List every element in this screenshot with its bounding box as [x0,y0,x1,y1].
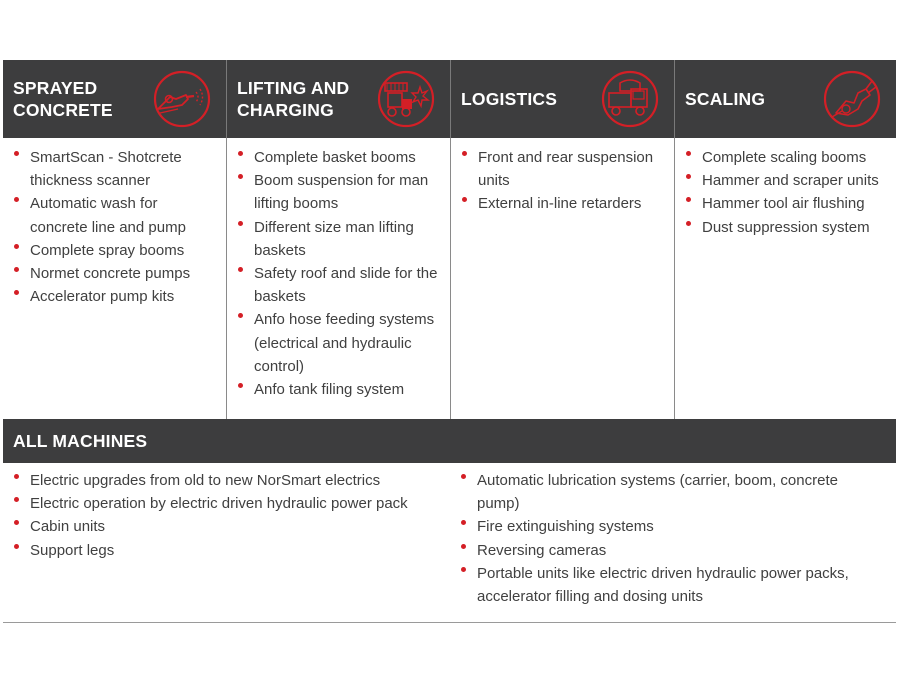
list-sprayed-concrete [3,138,226,419]
all-machines-right-list [450,469,896,623]
list-item: Dust suppression system [685,216,888,239]
charging-rig-icon [376,69,436,129]
list-item: Front and rear suspension units [461,146,666,192]
list-logistics [450,138,674,419]
bottom-divider [3,622,896,623]
list-item: Reversing cameras [460,539,876,562]
category-body-row [3,138,896,419]
list-item: Portable units like electric driven hydraulic power packs, accelerator filling and dosing units [460,562,876,608]
list-item: Automatic wash for concrete line and pump [13,192,218,238]
list-item: Cabin units [13,515,450,538]
logistics-vehicle-icon [600,69,660,129]
spray-nozzle-icon [152,69,212,129]
column-title: LOGISTICS [461,89,558,109]
list-item: Different size man lifting baskets [237,216,442,262]
list-item: Accelerator pump kits [13,285,218,308]
list-item: Complete basket booms [237,146,442,169]
list-item: Complete scaling booms [685,146,888,169]
list-scaling [674,138,896,419]
all-machines-header [3,419,896,463]
header-scaling [674,60,896,138]
list-item: Safety roof and slide for the baskets [237,262,442,308]
column-title: SPRAYED CONCRETE [13,78,113,120]
list-item: Anfo hose feeding systems (electrical and hydraulic control) [237,308,442,378]
list-item: Boom suspension for man lifting booms [237,169,442,215]
all-machines-body [3,463,896,623]
list-item: External in-line retarders [461,192,666,215]
all-machines-title: ALL MACHINES [13,430,148,451]
product-table [3,60,896,623]
header-lifting-charging [226,60,450,138]
list-item: Hammer tool air flushing [685,192,888,215]
column-title: LIFTING AND CHARGING [237,78,350,120]
header-logistics [450,60,674,138]
list-item: Complete spray booms [13,239,218,262]
column-title: SCALING [685,89,766,109]
list-item: SmartScan - Shotcrete thickness scanner [13,146,218,192]
header-sprayed-concrete [3,60,226,138]
list-item: Support legs [13,539,450,562]
list-item: Automatic lubrication systems (carrier, boom, concrete pump) [460,469,876,515]
scaling-hammer-icon [822,69,882,129]
category-header-row [3,60,896,138]
list-item: Hammer and scraper units [685,169,888,192]
list-item: Electric upgrades from old to new NorSmart electrics [13,469,450,492]
list-item: Electric operation by electric driven hydraulic power pack [13,492,450,515]
list-item: Anfo tank filing system [237,378,442,401]
list-lifting-charging [226,138,450,419]
all-machines-left-list [3,469,450,623]
list-item: Normet concrete pumps [13,262,218,285]
list-item: Fire extinguishing systems [460,515,876,538]
